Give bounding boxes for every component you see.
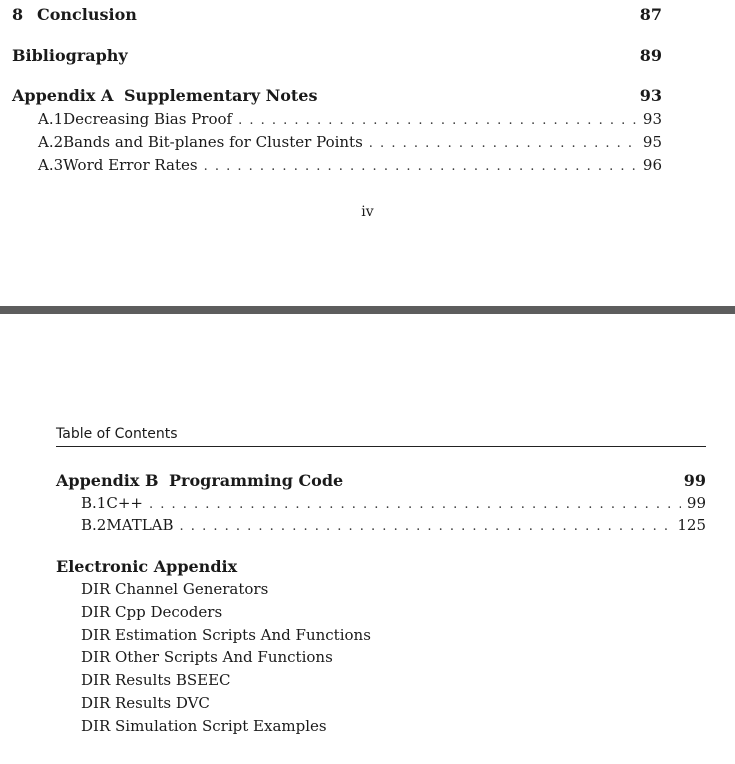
entry-page: 99: [683, 471, 706, 490]
dot-leader: [369, 136, 637, 151]
toc-entry-appendix-a[interactable]: [12, 86, 662, 105]
entry-title: Conclusion: [37, 5, 137, 24]
dir-item[interactable]: DIR Simulation Script Examples: [81, 717, 327, 735]
subentry-page: 95: [642, 133, 662, 151]
entry-number: Appendix B: [56, 471, 159, 490]
toc-entry-conclusion[interactable]: [12, 5, 662, 24]
entry-title: Supplementary Notes: [124, 86, 318, 105]
subentry-number: A.1: [38, 110, 64, 128]
dot-leader: [149, 497, 681, 512]
entry-number: Appendix A: [12, 86, 114, 105]
subentry-title: Word Error Rates: [63, 156, 198, 174]
dir-item[interactable]: DIR Cpp Decoders: [81, 603, 223, 621]
subentry-page: 125: [677, 516, 706, 534]
subentry-page: 93: [642, 110, 662, 128]
entry-title: Bibliography: [12, 46, 128, 65]
entry-title: Programming Code: [169, 471, 344, 490]
dot-leader: [204, 159, 637, 174]
subentry-number: A.2: [38, 133, 64, 151]
subentry-page: 99: [686, 494, 706, 512]
toc-subentry-a2[interactable]: [38, 133, 662, 151]
dir-item[interactable]: DIR Other Scripts And Functions: [81, 648, 333, 666]
dir-item[interactable]: DIR Results DVC: [81, 694, 210, 712]
subentry-title: MATLAB: [106, 516, 174, 534]
subentry-title: Decreasing Bias Proof: [63, 110, 233, 128]
toc-entry-bibliography[interactable]: [12, 46, 662, 65]
subentry-number: B.2: [81, 516, 107, 534]
dir-item[interactable]: DIR Results BSEEC: [81, 671, 231, 689]
page-v: [0, 314, 735, 764]
dir-item[interactable]: DIR Channel Generators: [81, 580, 269, 598]
entry-page: 93: [639, 86, 662, 105]
entry-number: 8: [12, 5, 24, 24]
subentry-page: 96: [642, 156, 662, 174]
dir-item[interactable]: DIR Estimation Scripts And Functions: [81, 626, 371, 644]
subentry-number: B.1: [81, 494, 107, 512]
toc-subentry-a1[interactable]: [38, 110, 662, 128]
subentry-number: A.3: [38, 156, 64, 174]
electronic-appendix-title[interactable]: [56, 557, 237, 576]
page-number: iv: [361, 204, 374, 220]
entry-page: 87: [639, 5, 662, 24]
toc-subentry-b1[interactable]: [81, 494, 706, 512]
dot-leader: [238, 113, 637, 128]
running-header: Table of Contents: [56, 426, 178, 442]
subentry-title: C++: [106, 494, 143, 512]
section-title: Electronic Appendix: [56, 557, 238, 576]
subentry-title: Bands and Bit-planes for Cluster Points: [63, 133, 363, 151]
page-divider: [0, 306, 735, 314]
toc-entry-appendix-b[interactable]: [56, 471, 706, 490]
entry-page: 89: [639, 46, 662, 65]
toc-subentry-a3[interactable]: [38, 156, 662, 174]
page-iv: [0, 0, 735, 306]
header-rule: [56, 446, 706, 447]
dot-leader: [180, 519, 672, 534]
toc-subentry-b2[interactable]: [81, 516, 706, 534]
